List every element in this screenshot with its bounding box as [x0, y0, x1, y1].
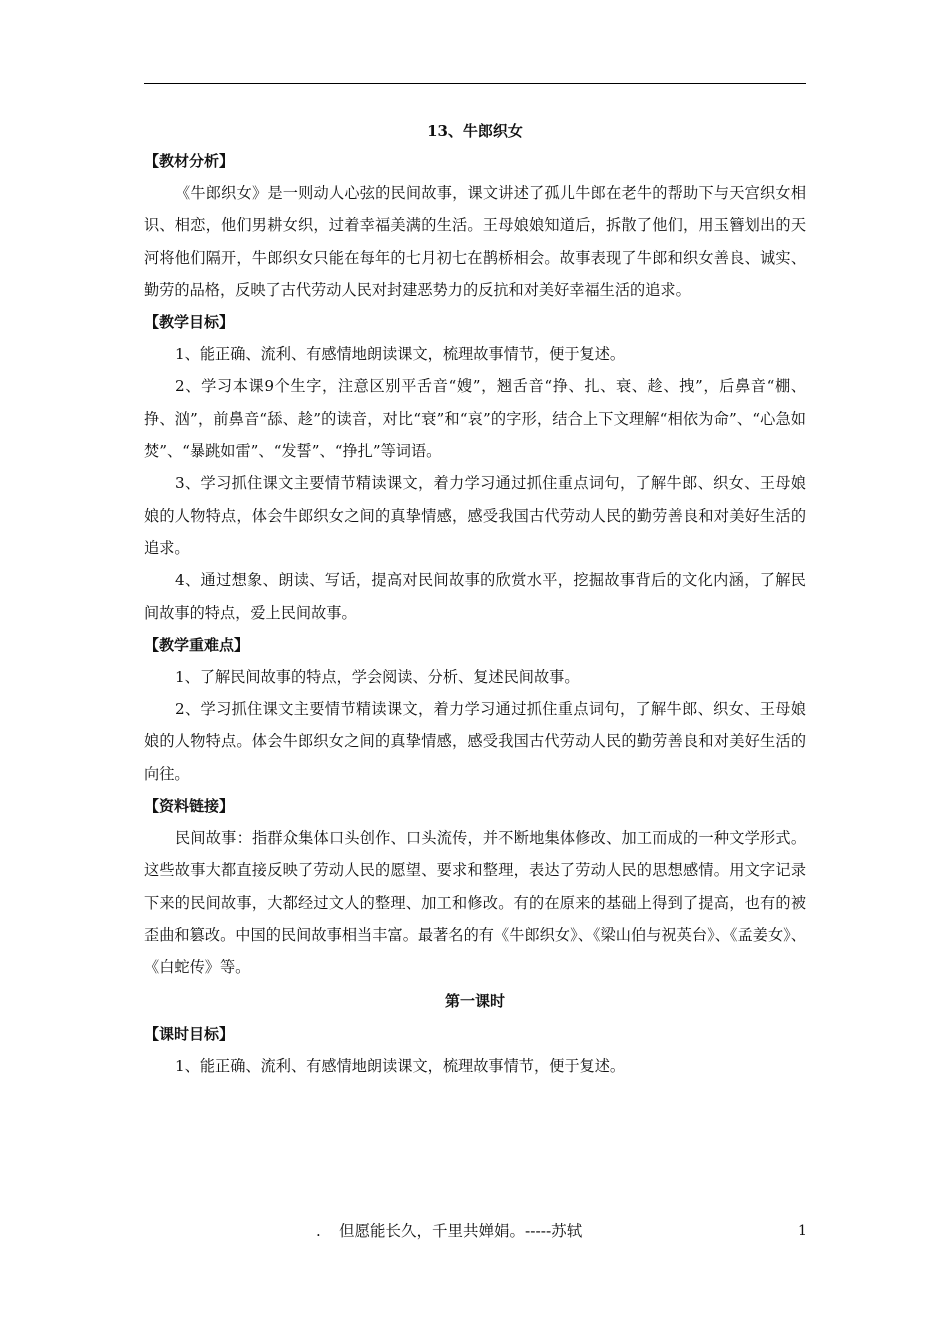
footer-dot: . — [316, 1222, 321, 1240]
lesson1-title: 第一课时 — [444, 991, 505, 1010]
goal-item-1: 1、能正确、流利、有感情地朗读课文，梳理故事情节，便于复述。 — [175, 345, 626, 364]
footer-quote: 但愿能长久，千里共婵娟。-----苏轼 — [339, 1222, 583, 1240]
goals-heading: 【教学目标】 — [144, 313, 235, 332]
lesson1-goals-heading: 【课时目标】 — [144, 1024, 235, 1043]
keypoints-heading: 【教学重难点】 — [144, 635, 250, 654]
document-body — [144, 117, 806, 1082]
page-number: 1 — [798, 1223, 807, 1239]
resources-paragraph: 民间故事：指群众集体口头创作、口头流传，并不断地集体修改、加工而成的一种文学形式。这些故事大都直接反映了劳动人民的愿望、要求和整理，表达了劳动人民的思想感情。用文字记录下来的民间故事，大都经过文人的整理、加工和修改。有的在原来的基础上得到了提高，也有的被歪曲和篡改。中国的民间故事相当丰富。最著名的有《牛郎织女》、《梁山伯与祝英台》、《孟姜女》、《白蛇传》等。 — [144, 829, 806, 977]
header-rule — [144, 83, 806, 84]
page-footer — [0, 1216, 950, 1246]
analysis-paragraph: 《牛郎织女》是一则动人心弦的民间故事，课文讲述了孤儿牛郎在老牛的帮助下与天宫织女相识、相恋，他们男耕女织，过着幸福美满的生活。王母娘娘知道后，拆散了他们，用玉簪划出的天河将他们隔开，牛郎织女只能在每年的七月初七在鹊桥相会。故事表现了牛郎和织女善良、诚实、勤劳的品格，反映了古代劳动人民对封建恶势力的反抗和对美好幸福生活的追求。 — [144, 184, 806, 299]
keypoint-item-2: 2、学习抓住课文主要情节精读课文，着力学习通过抓住重点词句，了解牛郎、织女、王母娘娘的人物特点。体会牛郎织女之间的真挚情感，感受我国古代劳动人民的勤劳善良和对美好生活的向往。 — [144, 700, 806, 783]
lesson1-goal-item-1: 1、能正确、流利、有感情地朗读课文，梳理故事情节，便于复述。 — [175, 1056, 626, 1075]
lesson-title: 13、牛郎织女 — [427, 122, 523, 140]
goal-item-3: 3、学习抓住课文主要情节精读课文，着力学习通过抓住重点词句，了解牛郎、织女、王母娘娘的人物特点，体会牛郎织女之间的真挚情感，感受我国古代劳动人民的勤劳善良和对美好生活的追求。 — [144, 474, 806, 557]
analysis-heading: 【教材分析】 — [144, 152, 235, 170]
goal-item-4: 4、通过想象、朗读、写话，提高对民间故事的欣赏水平，挖掘故事背后的文化内涵，了解民间故事的特点，爱上民间故事。 — [144, 571, 806, 622]
keypoint-item-1: 1、了解民间故事的特点，学会阅读、分析、复述民间故事。 — [175, 667, 580, 686]
resources-heading: 【资料链接】 — [144, 797, 235, 816]
goal-item-2: 2、学习本课9个生字，注意区别平舌音“嫂”，翘舌音“挣、扎、衰、趁、拽”，后鼻音“棚、挣、汹”，前鼻音“舔、趁”的读音，对比“衰”和“哀”的字形，结合上下文理解“相依为命”、“心急如焚”、“暴跳如雷”、“发誓”、“挣扎”等词语。 — [144, 377, 806, 461]
